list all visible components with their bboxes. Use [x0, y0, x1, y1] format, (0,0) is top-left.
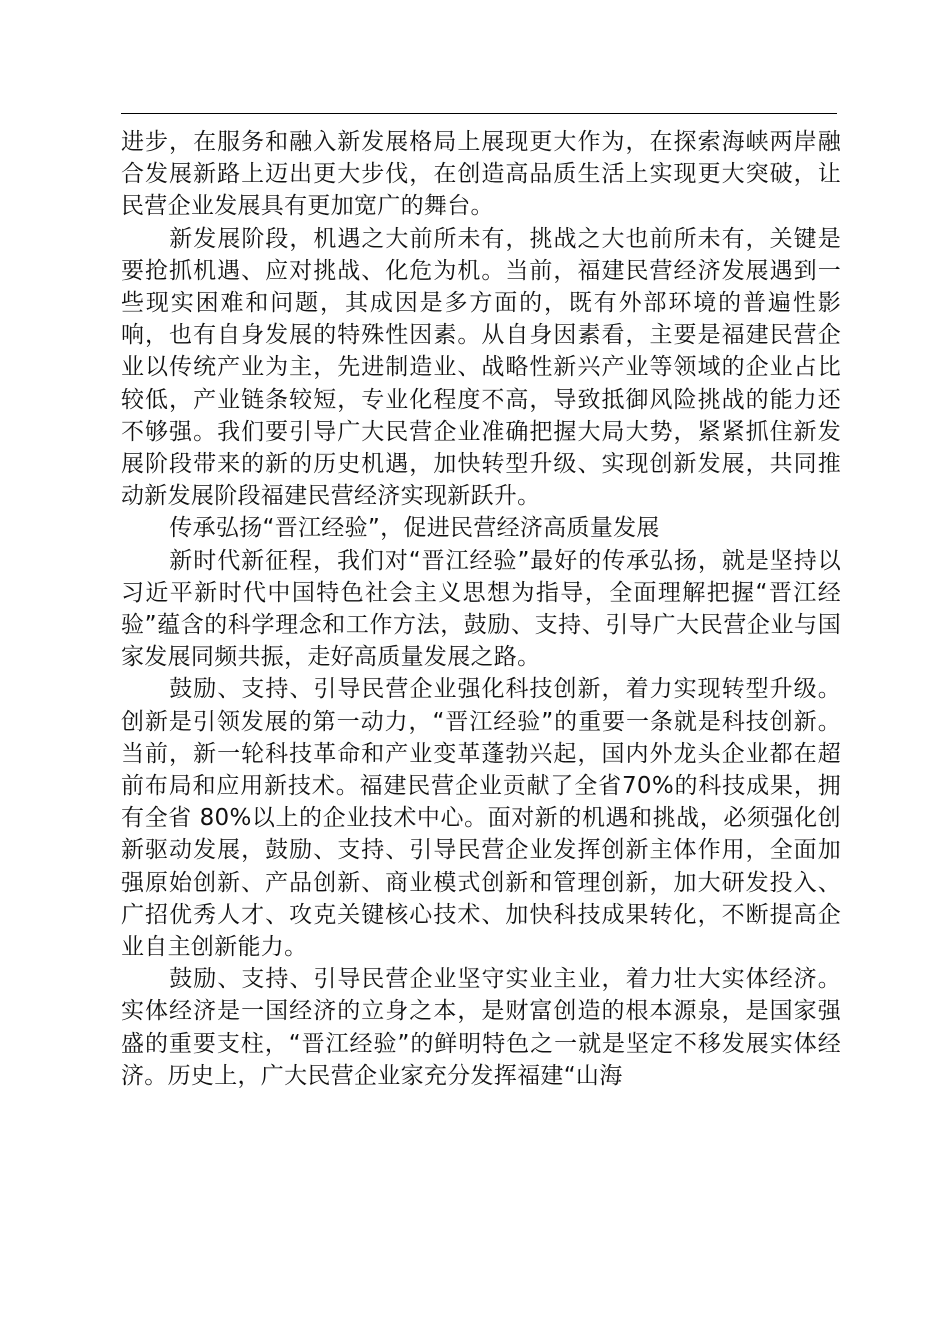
paragraph-real-economy: 鼓励、支持、引导民营企业坚守实业主业，着力壮大实体经济。实体经济是一国经济的立身之本，是财富创造的根本源泉，是国家强盛的重要支柱，“晋江经验”的鲜明特色之一就是坚定不移发展实体经济。历史上，广大民营企业家充分发挥福建“山海 — [121, 966, 841, 1089]
document-body — [121, 126, 841, 1092]
header-rule — [121, 113, 837, 114]
paragraph-new-stage: 新发展阶段，机遇之大前所未有，挑战之大也前所未有，关键是要抢抓机遇、应对挑战、化危为机。当前，福建民营经济发展遇到一些现实困难和问题，其成因是多方面的，既有外部环境的普遍性影响，也有自身发展的特殊性因素。从自身因素看，主要是福建民营企业以传统产业为主，先进制造业、战略性新兴产业等领域的企业占比较低，产业链条较短，专业化程度不高，导致抵御风险挑战的能力还不够强。我们要引导广大民营企业准确把握大局大势，紧紧抓住新发展阶段带来的新的历史机遇，加快转型升级、实现创新发展，共同推动新发展阶段福建民营经济实现新跃升。 — [121, 225, 841, 510]
paragraph-innovation: 鼓励、支持、引导民营企业强化科技创新，着力实现转型升级。创新是引领发展的第一动力，“晋江经验”的重要一条就是科技创新。当前，新一轮科技革命和产业变革蓬勃兴起，国内外龙头企业都在超前布局和应用新技术。福建民营企业贡献了全省70%的科技成果，拥有全省 80%以上的企业技术中心。面对新的机遇和挑战，必须强化创新驱动发展，鼓励、支持、引导民营企业发挥创新主体作用，全面加强原始创新、产品创新、商业模式创新和管理创新，加大研发投入、广招优秀人才、攻克关键核心技术、加快科技成果转化，不断提高企业自主创新能力。 — [121, 676, 841, 961]
section-heading: 传承弘扬“晋江经验”，促进民营经济高质量发展 — [169, 515, 660, 542]
paragraph-new-era: 新时代新征程，我们对“晋江经验”最好的传承弘扬，就是坚持以习近平新时代中国特色社会主义思想为指导，全面理解把握“晋江经验”蕴含的科学理念和工作方法，鼓励、支持、引导广大民营企业与国家发展同频共振，走好高质量发展之路。 — [121, 547, 841, 671]
paragraph-continued: 进步，在服务和融入新发展格局上展现更大作为，在探索海峡两岸融合发展新路上迈出更大步伐，在创造高品质生活上实现更大突破，让民营企业发展具有更加宽广的舞台。 — [121, 129, 841, 220]
